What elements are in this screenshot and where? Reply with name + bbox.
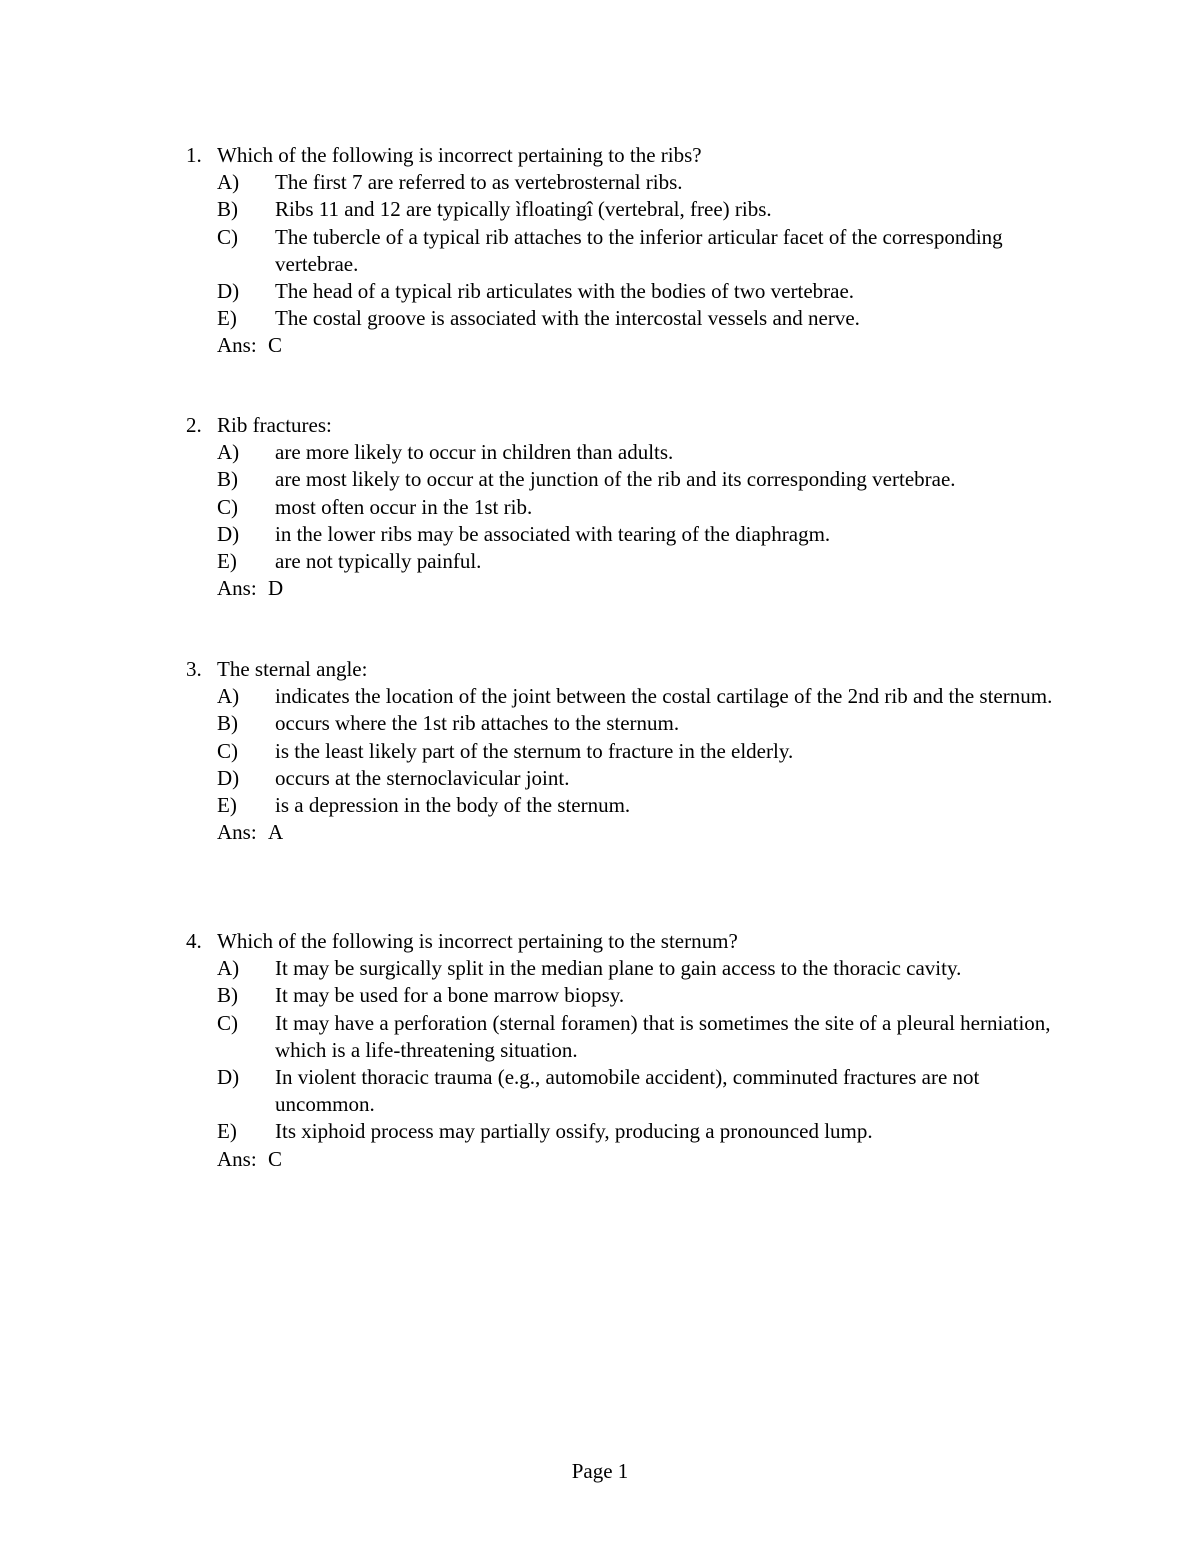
option-letter: D) — [217, 279, 240, 304]
option-list — [186, 955, 1066, 1145]
question-text: The sternal angle: — [217, 657, 368, 681]
option-letter: C) — [217, 738, 238, 763]
option-letter: E) — [217, 306, 237, 331]
option-c — [186, 224, 1066, 278]
option-b — [186, 466, 1066, 493]
answer-value: D — [267, 576, 284, 601]
option-text: indicates the location of the joint between the costal cartilage of the 2nd rib and the sternum. — [275, 684, 1053, 709]
question-2 — [186, 412, 1066, 602]
option-e — [186, 792, 1066, 819]
option-letter: B) — [217, 711, 238, 736]
option-a — [186, 439, 1066, 466]
option-d — [186, 521, 1066, 548]
question-stem — [186, 928, 1066, 955]
option-d — [186, 278, 1066, 305]
option-e — [186, 548, 1066, 575]
option-list — [186, 439, 1066, 575]
question-number: 3. — [186, 657, 202, 681]
option-text: The costal groove is associated with the intercostal vessels and nerve. — [275, 306, 860, 331]
question-text: Which of the following is incorrect pertaining to the ribs? — [217, 143, 702, 167]
question-stem — [186, 656, 1066, 683]
option-letter: E) — [217, 793, 237, 818]
page-number: Page 1 — [571, 1459, 629, 1483]
option-d — [186, 1064, 1066, 1118]
answer-line — [186, 819, 1066, 846]
question-number: 1. — [186, 143, 202, 167]
option-text: occurs at the sternoclavicular joint. — [275, 765, 570, 790]
option-letter: C) — [217, 494, 238, 519]
option-letter: E) — [217, 549, 237, 574]
option-text: It may be surgically split in the median plane to gain access to the thoracic cavity. — [275, 956, 962, 981]
question-text: Rib fractures: — [217, 413, 332, 437]
option-c — [186, 738, 1066, 765]
option-text: is a depression in the body of the sternum. — [275, 793, 631, 818]
option-text: Ribs 11 and 12 are typically ìfloatingî (vertebral, free) ribs. — [275, 197, 772, 222]
answer-line — [186, 332, 1066, 359]
option-text: Its xiphoid process may partially ossify, producing a pronounced lump. — [275, 1119, 873, 1144]
answer-value: A — [267, 820, 284, 845]
option-text: is the least likely part of the sternum to fracture in the elderly. — [275, 738, 794, 763]
option-text: most often occur in the 1st rib. — [275, 494, 533, 519]
question-stem — [186, 412, 1066, 439]
option-c — [186, 1010, 1066, 1064]
answer-label: Ans: — [217, 333, 257, 358]
option-text: The tubercle of a typical rib attaches to the inferior articular facet of the corresponding vertebrae. — [275, 224, 1003, 276]
option-text: The head of a typical rib articulates with the bodies of two vertebrae. — [275, 279, 855, 304]
option-text: occurs where the 1st rib attaches to the sternum. — [275, 711, 680, 736]
option-letter: B) — [217, 983, 238, 1008]
answer-label: Ans: — [217, 576, 257, 601]
answer-value: C — [267, 1146, 282, 1171]
option-text: in the lower ribs may be associated with tearing of the diaphragm. — [275, 521, 831, 546]
option-letter: B) — [217, 467, 238, 492]
option-text: are not typically painful. — [275, 549, 482, 574]
question-4 — [186, 928, 1066, 1173]
option-letter: E) — [217, 1119, 237, 1144]
option-e — [186, 1118, 1066, 1145]
option-letter: A) — [217, 170, 240, 195]
answer-line — [186, 575, 1066, 602]
option-b — [186, 982, 1066, 1009]
option-letter: B) — [217, 197, 238, 222]
option-text: It may have a perforation (sternal foramen) that is sometimes the site of a pleural herniation, which is a life-threatening situation. — [275, 1010, 1051, 1062]
answer-value: C — [267, 333, 282, 358]
option-letter: D) — [217, 521, 240, 546]
option-text: are most likely to occur at the junction of the rib and its corresponding vertebrae. — [275, 467, 956, 492]
question-1 — [186, 142, 1066, 360]
question-number: 4. — [186, 929, 202, 953]
option-e — [186, 305, 1066, 332]
option-letter: C) — [217, 224, 238, 249]
option-d — [186, 765, 1066, 792]
option-letter: A) — [217, 684, 240, 709]
option-a — [186, 169, 1066, 196]
option-text: It may be used for a bone marrow biopsy. — [275, 983, 625, 1008]
option-list — [186, 169, 1066, 332]
answer-label: Ans: — [217, 1146, 257, 1171]
option-letter: D) — [217, 765, 240, 790]
option-b — [186, 710, 1066, 737]
answer-label: Ans: — [217, 820, 257, 845]
option-letter: D) — [217, 1065, 240, 1090]
option-a — [186, 683, 1066, 710]
option-c — [186, 494, 1066, 521]
option-letter: A) — [217, 440, 240, 465]
option-list — [186, 683, 1066, 819]
question-text: Which of the following is incorrect pertaining to the sternum? — [217, 929, 738, 953]
option-a — [186, 955, 1066, 982]
question-number: 2. — [186, 413, 202, 437]
question-stem — [186, 142, 1066, 169]
option-text: are more likely to occur in children than adults. — [275, 440, 674, 465]
option-letter: C) — [217, 1010, 238, 1035]
question-3 — [186, 656, 1066, 846]
option-b — [186, 196, 1066, 223]
option-text: In violent thoracic trauma (e.g., automobile accident), comminuted fractures are not uncommon. — [275, 1065, 980, 1117]
option-text: The first 7 are referred to as vertebrosternal ribs. — [275, 170, 683, 195]
option-letter: A) — [217, 956, 240, 981]
answer-line — [186, 1146, 1066, 1173]
